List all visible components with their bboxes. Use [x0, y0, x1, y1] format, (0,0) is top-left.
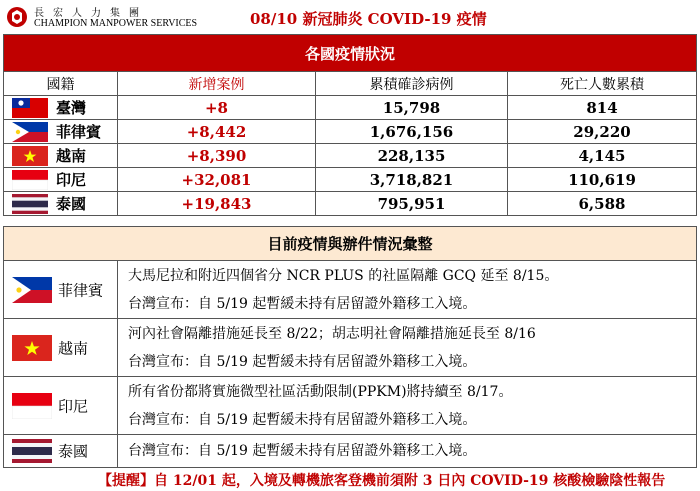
new-cases-value: +32,081 — [118, 168, 316, 192]
policy-line: 河內社會隔離措施延長至 8/22；胡志明社會隔離措施延長至 8/16 — [128, 325, 536, 342]
company-logo-icon — [6, 6, 28, 28]
new-cases-value: +19,843 — [118, 192, 316, 216]
case-statistics-table — [3, 34, 697, 216]
philippines-flag-icon — [12, 122, 48, 142]
header — [0, 0, 700, 34]
company-name-en: CHAMPION MANPOWER SERVICES — [34, 18, 198, 29]
footer-notice: 【提醒】自 12/01 起，入境及轉機旅客登機前須附 3 日內 COVID-19 核酸檢驗陰性報告 — [98, 473, 666, 489]
policy-line: 台灣宣布：自 5/19 起暫緩未持有居留證外籍移工入境。 — [128, 411, 477, 428]
new-cases-value: +8,390 — [118, 144, 316, 168]
policy-line: 台灣宣布：自 5/19 起暫緩未持有居留證外籍移工入境。 — [128, 353, 477, 370]
total-cases-value: 228,135 — [316, 144, 508, 168]
indonesia-flag-icon — [12, 170, 48, 190]
country-name: 越南 — [56, 147, 87, 165]
taiwan-flag-icon — [12, 98, 48, 118]
new-cases-value: +8,442 — [118, 120, 316, 144]
table-row — [4, 96, 697, 120]
deaths-value: 29,220 — [508, 120, 697, 144]
philippines-flag-icon — [12, 277, 52, 303]
policy-row — [4, 319, 697, 377]
country-name: 菲律賓 — [58, 281, 104, 299]
policy-row — [4, 377, 697, 435]
table-row — [4, 120, 697, 144]
section-banner-policy: 目前疫情與辦件情況彙整 — [4, 227, 697, 261]
policy-summary-table — [3, 226, 697, 468]
deaths-value: 4,145 — [508, 144, 697, 168]
column-header-country: 國籍 — [4, 72, 118, 96]
table-row — [4, 168, 697, 192]
table-row — [4, 144, 697, 168]
policy-line: 台灣宣布：自 5/19 起暫緩未持有居留證外籍移工入境。 — [128, 295, 477, 312]
total-cases-value: 1,676,156 — [316, 120, 508, 144]
column-header-new-cases: 新增案例 — [118, 72, 316, 96]
country-name: 越南 — [58, 339, 89, 357]
country-name: 印尼 — [56, 171, 87, 189]
total-cases-value: 15,798 — [316, 96, 508, 120]
column-header-deaths: 死亡人數累積 — [508, 72, 697, 96]
new-cases-value: +8 — [118, 96, 316, 120]
column-header-total-cases: 累積確診病例 — [316, 72, 508, 96]
policy-line: 所有省份都將實施微型社區活動限制(PPKM)將持續至 8/17。 — [128, 383, 513, 400]
policy-row — [4, 435, 697, 468]
vietnam-flag-icon — [12, 146, 48, 166]
policy-line: 台灣宣布：自 5/19 起暫緩未持有居留證外籍移工入境。 — [128, 443, 477, 459]
country-name: 泰國 — [58, 442, 89, 461]
column-header-row — [4, 72, 697, 96]
indonesia-flag-icon — [12, 393, 52, 419]
policy-row — [4, 261, 697, 319]
thailand-flag-icon — [12, 194, 48, 214]
vietnam-flag-icon — [12, 335, 52, 361]
total-cases-value: 795,951 — [316, 192, 508, 216]
section-banner-statistics: 各國疫情狀況 — [4, 35, 697, 72]
deaths-value: 110,619 — [508, 168, 697, 192]
deaths-value: 814 — [508, 96, 697, 120]
company-name-cn: 長宏人力集團 — [34, 8, 148, 19]
country-name: 印尼 — [58, 397, 89, 415]
country-name: 泰國 — [56, 195, 87, 213]
thailand-flag-icon — [12, 439, 52, 463]
deaths-value: 6,588 — [508, 192, 697, 216]
page-title: 08/10 新冠肺炎 COVID-19 疫情 — [250, 10, 487, 28]
policy-line: 大馬尼拉和附近四個省分 NCR PLUS 的社區隔離 GCQ 延至 8/15。 — [128, 267, 559, 284]
country-name: 臺灣 — [56, 99, 87, 117]
country-name: 菲律賓 — [56, 123, 102, 141]
total-cases-value: 3,718,821 — [316, 168, 508, 192]
table-row — [4, 192, 697, 216]
